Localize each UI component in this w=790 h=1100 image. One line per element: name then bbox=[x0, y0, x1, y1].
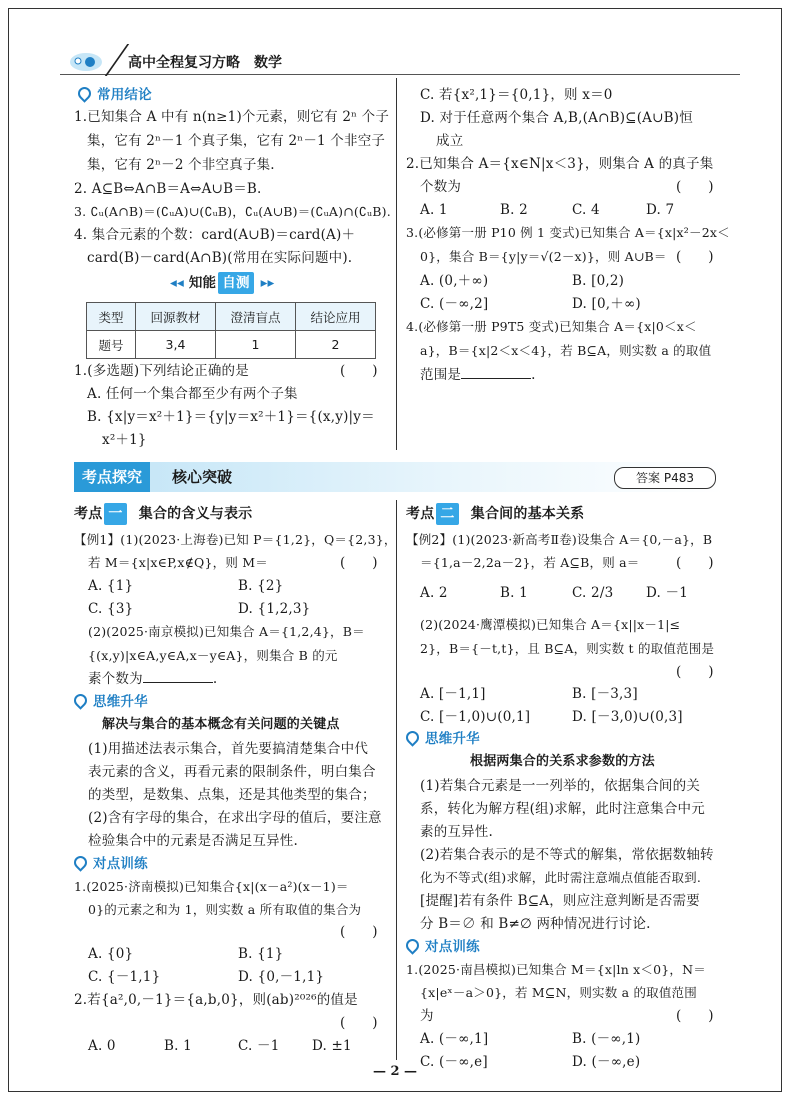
table-cell: 2 bbox=[296, 331, 376, 359]
option: D. 7 bbox=[646, 202, 675, 218]
section-thinking: 思维升华 bbox=[406, 728, 480, 750]
location-pin-icon bbox=[71, 853, 89, 871]
option: D. [－3,0)∪(0,3] bbox=[572, 709, 683, 725]
option: B. [0,2) bbox=[572, 273, 625, 289]
answer-paren: ( ) bbox=[676, 179, 714, 195]
header-title: 高中全程复习方略 数学 bbox=[128, 55, 282, 71]
option: B. 1 bbox=[164, 1038, 192, 1054]
selftest-q1-option-d-cont: 成立 bbox=[436, 133, 464, 149]
table-header-cell: 类型 bbox=[87, 303, 136, 331]
table-header-cell: 结论应用 bbox=[296, 303, 376, 331]
option: A. {1} bbox=[88, 578, 134, 594]
answer-paren: ( ) bbox=[676, 249, 714, 265]
answer-paren: ( ) bbox=[676, 555, 714, 571]
selftest-q4-cont: a}，B＝{x|2＜x＜4}，若 B⊆A，则实数 a 的取值 bbox=[420, 343, 712, 358]
selftest-q3-cont: 0}，集合 B＝{y|y＝√(2－x)}，则 A∪B＝ bbox=[420, 249, 667, 264]
option: A. 2 bbox=[420, 585, 448, 601]
answer-blank[interactable] bbox=[461, 364, 531, 379]
table-cell: 1 bbox=[216, 331, 296, 359]
option: C. 2/3 bbox=[572, 585, 614, 601]
answer-blank[interactable] bbox=[143, 668, 213, 683]
option: C. {3} bbox=[88, 601, 134, 617]
thinking-line: (2)含有字母的集合，在求出字母的值后，要注意 bbox=[88, 810, 382, 826]
reminder-line: [提醒]若有条件 B⊆A，则应注意判断是否需要 bbox=[420, 893, 700, 909]
answer-paren: ( ) bbox=[676, 664, 714, 680]
option: B. (－∞,1) bbox=[572, 1031, 641, 1047]
table-header-cell: 澄清盲点 bbox=[216, 303, 296, 331]
conclusion-1-line-1: 1.已知集合 A 中有 n(n≥1)个元素，则它有 2ⁿ 个子 bbox=[74, 109, 390, 125]
location-pin-icon bbox=[71, 691, 89, 709]
section-common-conclusions: 常用结论 bbox=[78, 84, 152, 106]
arrow-right-icon: ▸▸ bbox=[255, 275, 275, 291]
thinking-subtitle: 根据两集合的关系求参数的方法 bbox=[470, 754, 655, 769]
banner-title: 核心突破 bbox=[172, 468, 233, 486]
location-pin-icon bbox=[403, 728, 421, 746]
thinking-line: 系，转化为解方程(组)求解，此时注意集合中元 bbox=[420, 801, 705, 817]
section-thinking: 思维升华 bbox=[74, 691, 148, 713]
option: C. 4 bbox=[572, 202, 600, 218]
answer-paren: ( ) bbox=[340, 555, 378, 571]
arrow-left-icon: ◂◂ bbox=[170, 275, 189, 291]
banner-tag: 考点探究 bbox=[74, 462, 150, 492]
training-q1: 1.(2025·南昌模拟)已知集合 M＝{x|ln x＜0}，N＝ bbox=[406, 962, 706, 977]
example-1-part-1-cont: 若 M＝{x|x∈P,x∉Q}，则 M＝ bbox=[88, 555, 268, 570]
conclusion-3: 3. ∁ᵤ(A∩B)＝(∁ᵤA)∪(∁ᵤB)，∁ᵤ(A∪B)＝(∁ᵤA)∩(∁ᵤB). bbox=[74, 204, 391, 219]
option: A. (－∞,1] bbox=[420, 1031, 489, 1047]
thinking-line: 表元素的含义，再看元素的限制条件，明白集合 bbox=[88, 764, 376, 780]
selftest-q2-cont: 个数为 bbox=[420, 179, 462, 195]
zhineng-zice-title: ◂◂ 知能 自测 ▸▸ bbox=[170, 272, 275, 294]
conclusion-4-line-2: card(B)－card(A∩B)(常用在实际问题中). bbox=[87, 250, 353, 266]
conclusion-1-line-3: 集，它有 2ⁿ－2 个非空真子集. bbox=[87, 157, 275, 173]
option: B. {2} bbox=[238, 578, 284, 594]
selftest-q1-option-a: A. 任何一个集合都至少有两个子集 bbox=[87, 386, 298, 402]
thinking-line: (1)若集合元素是一一列举的，依据集合间的关 bbox=[420, 778, 701, 794]
self-test-table bbox=[86, 302, 376, 359]
training-q1: 1.(2025·济南模拟)已知集合{x|(x－a²)(x－1)＝ bbox=[74, 879, 349, 894]
selftest-q1: 1.(多选题)下列结论正确的是 bbox=[74, 363, 249, 379]
conclusion-4-line-1: 4. 集合元素的个数：card(A∪B)＝card(A)＋ bbox=[74, 227, 356, 243]
thinking-line: (2)若集合表示的是不等式的解集，常依据数轴转 bbox=[420, 847, 714, 863]
option: B. 1 bbox=[500, 585, 528, 601]
selftest-q2: 2.已知集合 A＝{x∈N|x＜3}，则集合 A 的真子集 bbox=[406, 156, 714, 172]
selftest-q1-option-b: B. {x|y＝x²＋1}＝{y|y＝x²＋1}＝{(x,y)|y＝ bbox=[87, 409, 375, 425]
answer-paren: ( ) bbox=[676, 1008, 714, 1024]
topic-two-heading: 考点 二 集合间的基本关系 bbox=[406, 503, 584, 525]
section-training: 对点训练 bbox=[74, 853, 148, 875]
reminder-line: 分 B＝∅ 和 B≠∅ 两种情况进行讨论. bbox=[420, 916, 651, 932]
example-2-part-2-cont: 2}，B＝{－t,t}，且 B⊆A，则实数 t 的取值范围是 bbox=[420, 641, 715, 656]
selftest-q1-option-b-cont: x²＋1} bbox=[102, 432, 147, 448]
option: D. －1 bbox=[646, 585, 689, 601]
option: A. {0} bbox=[88, 946, 134, 962]
topic-one-heading: 考点 一 集合的含义与表示 bbox=[74, 503, 252, 525]
thinking-subtitle: 解决与集合的基本概念有关问题的关键点 bbox=[102, 717, 340, 732]
selftest-q1-option-d: D. 对于任意两个集合 A,B,(A∩B)⊆(A∪B)恒 bbox=[420, 110, 693, 126]
thinking-line: 的类型，是数集、点集，还是其他类型的集合； bbox=[88, 787, 376, 803]
answer-paren: ( ) bbox=[340, 924, 378, 940]
option: C. [－1,0)∪(0,1] bbox=[420, 709, 531, 725]
table-header-cell: 回源教材 bbox=[136, 303, 216, 331]
training-q1-cont: {x|eˣ－a＞0}，若 M⊆N，则实数 a 的取值范围 bbox=[420, 985, 697, 1000]
example-1-part-1: 【例1】(1)(2023·上海卷)已知 P＝{1,2}，Q＝{2,3}， bbox=[74, 532, 397, 547]
table-cell: 3,4 bbox=[136, 331, 216, 359]
conclusion-1-line-2: 集，它有 2ⁿ－1 个真子集，它有 2ⁿ－1 个非空子 bbox=[87, 133, 386, 149]
option: B. {1} bbox=[238, 946, 284, 962]
example-1-part-2-cont: {(x,y)|x∈A,y∈A,x－y∈A}，则集合 B 的元 bbox=[88, 648, 338, 663]
location-pin-icon bbox=[75, 84, 93, 102]
table-cell: 题号 bbox=[87, 331, 136, 359]
training-q1-cont: 0}的元素之和为 1，则实数 a 所有取值的集合为 bbox=[88, 902, 362, 917]
option: C. (－∞,2] bbox=[420, 296, 489, 312]
training-q1-cont2: 为 bbox=[420, 1008, 434, 1024]
option: C. －1 bbox=[238, 1038, 280, 1054]
training-q2: 2.若{a²,0,－1}＝{a,b,0}，则(ab)²⁰²⁶的值是 bbox=[74, 992, 358, 1008]
selftest-q4-cont2: 范围是 . bbox=[420, 364, 536, 386]
answer-page-ref: 答案 P483 bbox=[614, 467, 716, 489]
option: A. (0,＋∞) bbox=[420, 273, 489, 289]
option: A. [－1,1] bbox=[420, 686, 486, 702]
example-2-part-2: (2)(2024·鹰潭模拟)已知集合 A＝{x||x－1|≤ bbox=[420, 617, 681, 632]
section-training: 对点训练 bbox=[406, 936, 480, 958]
option: A. 0 bbox=[88, 1038, 116, 1054]
thinking-line: 检验集合中的元素是否满足互异性. bbox=[88, 833, 298, 849]
page-number: — 2 — bbox=[372, 1064, 418, 1079]
example-1-part-2: (2)(2025·南京模拟)已知集合 A＝{1,2,4}，B＝ bbox=[88, 624, 365, 639]
selftest-q4: 4.(必修第一册 P9T5 变式)已知集合 A＝{x|0＜x＜ bbox=[406, 319, 697, 334]
answer-paren: ( ) bbox=[340, 1015, 378, 1031]
location-pin-icon bbox=[403, 936, 421, 954]
selftest-q3: 3.(必修第一册 P10 例 1 变式)已知集合 A＝{x|x²－2x＜ bbox=[406, 225, 730, 240]
column-divider-bottom bbox=[396, 500, 397, 1060]
column-divider-top bbox=[396, 78, 397, 450]
example-2-part-1: 【例2】(1)(2023·新高考Ⅱ卷)设集合 A＝{0,－a}，B bbox=[406, 532, 713, 547]
option: D. {1,2,3} bbox=[238, 601, 311, 617]
conclusion-2: 2. A⊆B⇔A∩B＝A⇔A∪B＝B. bbox=[74, 181, 262, 197]
thinking-line: (1)用描述法表示集合，首先要搞清楚集合中代 bbox=[88, 741, 369, 757]
example-1-part-2-cont2: 素个数为 . bbox=[88, 668, 217, 690]
selftest-q1-option-c: C. 若{x²,1}＝{0,1}，则 x＝0 bbox=[420, 87, 613, 103]
option: D. {0,－1,1} bbox=[238, 969, 325, 985]
thinking-line: 素的互异性. bbox=[420, 824, 493, 840]
answer-paren: ( ) bbox=[340, 363, 378, 379]
option: A. 1 bbox=[420, 202, 448, 218]
thinking-line: 化为不等式(组)求解，此时需注意端点值能否取到. bbox=[420, 870, 702, 885]
option: B. [－3,3] bbox=[572, 686, 638, 702]
option: C. (－∞,e] bbox=[420, 1054, 488, 1070]
example-2-part-1-cont: ＝{1,a－2,2a－2}，若 A⊆B，则 a＝ bbox=[420, 555, 640, 570]
option: C. {－1,1} bbox=[88, 969, 161, 985]
option: D. [0,＋∞) bbox=[572, 296, 641, 312]
option: D. ±1 bbox=[312, 1038, 352, 1054]
option: B. 2 bbox=[500, 202, 528, 218]
option: D. (－∞,e) bbox=[572, 1054, 641, 1070]
